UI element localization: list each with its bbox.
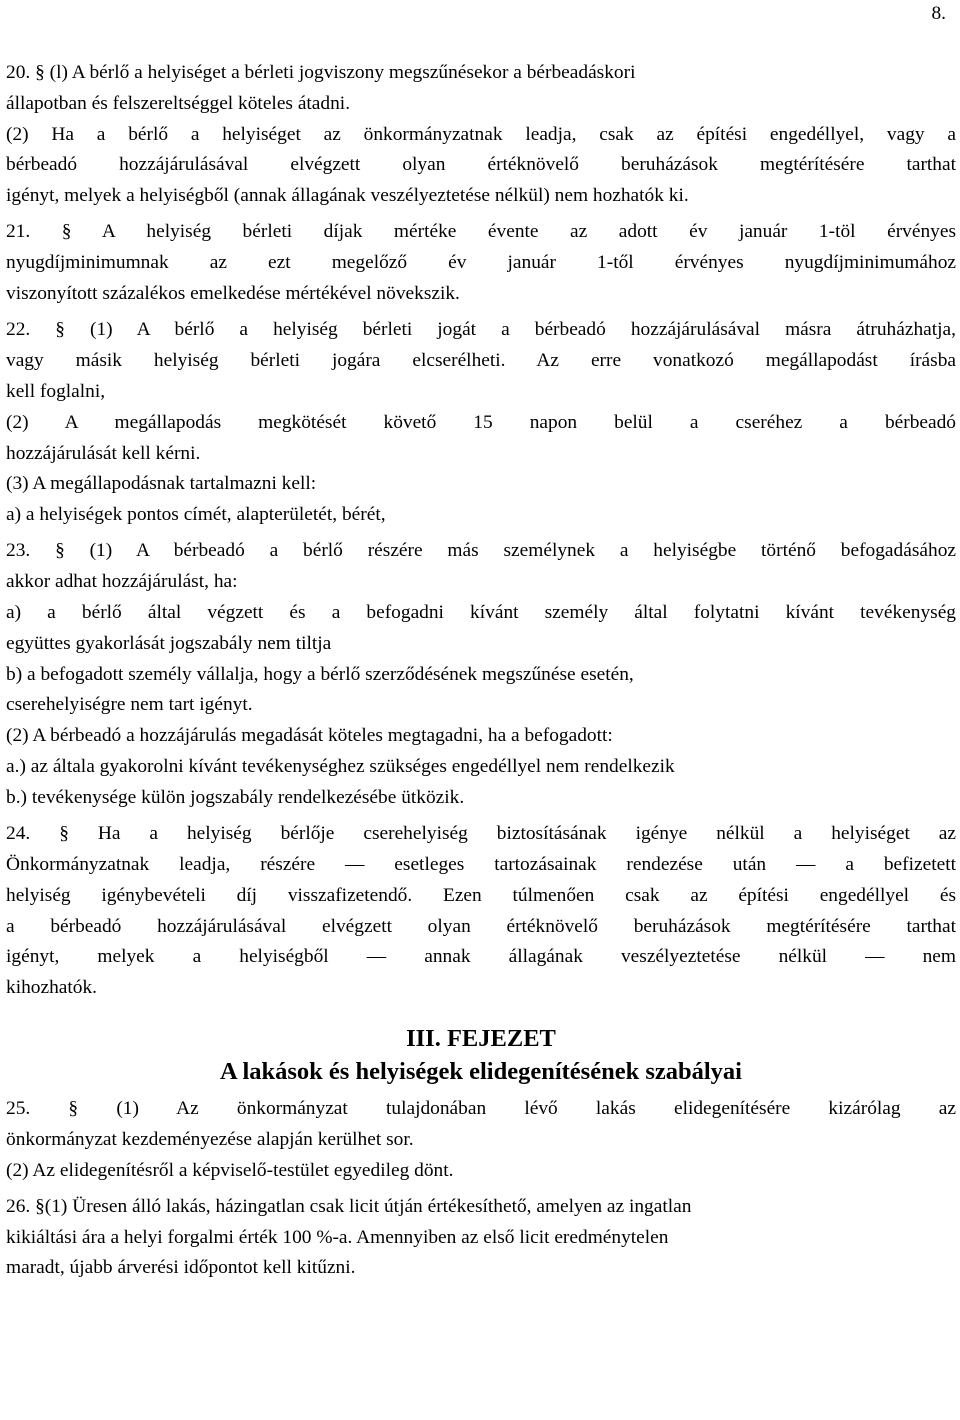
- text-line: maradt, újabb árverési időpontot kell kitűzni.: [6, 1257, 356, 1279]
- text-line: vagy másik helyiség bérleti jogára elcserélheti. Az erre vonatkozó megállapodást írásba: [6, 350, 956, 372]
- text-line: nyugdíjminimumnak az ezt megelőző év január 1-től érvényes nyugdíjminimumához: [6, 252, 956, 274]
- text-line: állapotban és felszereltséggel köteles átadni.: [6, 92, 351, 114]
- text-line: kihozhatók.: [6, 977, 98, 999]
- text-line: a) a bérlő által végzett és a befogadni kívánt személy által folytatni kívánt tevékenység: [6, 602, 956, 624]
- document-body: [6, 58, 956, 1284]
- text-line: (2) A bérbeadó a hozzájárulás megadását köteles megtagadni, ha a befogadott:: [6, 725, 613, 747]
- text-line: helyiség igénybevételi díj visszafizetendő. Ezen túlmenően csak az építési engedéllyel és: [6, 884, 956, 906]
- text-line: cserehelyiségre nem tart igényt.: [6, 694, 253, 716]
- text-line: kikiáltási ára a helyi forgalmi érték 100 %-a. Amennyiben az első licit eredménytelen: [6, 1226, 669, 1248]
- text-line: viszonyított százalékos emelkedése mértékével növekszik.: [6, 283, 460, 305]
- text-line: 25. § (1) Az önkormányzat tulajdonában lévő lakás elidegenítésére kizárólag az: [6, 1097, 956, 1119]
- text-line: 20. § (l) A bérlő a helyiséget a bérleti jogviszony megszűnésekor a bérbeadáskori: [6, 62, 636, 83]
- text-line: 24. § Ha a helyiség bérlője cserehelyiség biztosításának igénye nélkül a helyiséget az: [6, 823, 956, 845]
- text-line: igényt, melyek a helyiségből — annak állagának veszélyeztetése nélkül — nem: [6, 946, 956, 968]
- text-line: (2) Az elidegenítésről a képviselő-testület egyedileg dönt.: [6, 1159, 454, 1181]
- text-line: (3) A megállapodásnak tartalmazni kell:: [6, 473, 317, 495]
- text-line: 26. §(1) Üresen álló lakás, házingatlan csak licit útján értékesíthető, amelyen az ingatlan: [6, 1195, 692, 1217]
- text-line: 23. § (1) A bérbeadó a bérlő részére más személynek a helyiségbe történő befogadásához: [6, 540, 956, 562]
- text-line: 21. § A helyiség bérleti díjak mértéke évente az adott év január 1-töl érvényes: [6, 221, 956, 243]
- text-line: Önkormányzatnak leadja, részére — esetleges tartozásainak rendezése után — a befizetett: [6, 853, 956, 875]
- text-line: a.) az általa gyakorolni kívánt tevékenységhez szükséges engedéllyel nem rendelkezik: [6, 756, 675, 778]
- text-line: önkormányzat kezdeményezése alapján kerülhet sor.: [6, 1128, 414, 1150]
- text-line: 22. § (1) A bérlő a helyiség bérleti jogát a bérbeadó hozzájárulásával másra átruházhatja,: [6, 319, 956, 341]
- chapter-title: A lakások és helyiségek elidegenítésének szabályai: [219, 1057, 742, 1085]
- paragraph-24: [6, 819, 956, 1004]
- text-line: igényt, melyek a helyiségből (annak állagának veszélyeztetése nélkül) nem hozhatók ki.: [6, 185, 689, 207]
- text-line: b) a befogadott személy vállalja, hogy a bérlő szerződésének megszűnése esetén,: [6, 663, 634, 685]
- page-number: 8.: [931, 3, 946, 24]
- text-line: b.) tevékenysége külön jogszabály rendelkezésébe ütközik.: [6, 786, 465, 808]
- chapter-number: III. FEJEZET: [406, 1024, 556, 1052]
- text-line: a) a helyiségek pontos címét, alapterületét, bérét,: [6, 504, 386, 526]
- text-line: (2) A megállapodás megkötését követő 15 napon belül a cseréhez a bérbeadó: [6, 411, 956, 433]
- text-line: akkor adhat hozzájárulást, ha:: [6, 571, 238, 593]
- text-line: a bérbeadó hozzájárulásával elvégzett olyan értéknövelő beruházások megtérítésére tarthat: [6, 915, 956, 937]
- paragraph-26: [6, 1192, 956, 1284]
- text-line: együttes gyakorlását jogszabály nem tiltja: [6, 632, 332, 654]
- paragraph-20: [6, 58, 956, 212]
- paragraph-23: [6, 536, 956, 813]
- text-line: kell foglalni,: [6, 380, 106, 402]
- paragraph-21: [6, 217, 956, 309]
- text-line: hozzájárulását kell kérni.: [6, 442, 201, 464]
- paragraph-22: [6, 315, 956, 531]
- paragraph-25: [6, 1094, 956, 1186]
- text-line: (2) Ha a bérlő a helyiséget az önkormányzatnak leadja, csak az építési engedéllyel, vagy a: [6, 123, 956, 145]
- text-line: bérbeadó hozzájárulásával elvégzett olyan értéknövelő beruházások megtérítésére tarthat: [6, 154, 956, 176]
